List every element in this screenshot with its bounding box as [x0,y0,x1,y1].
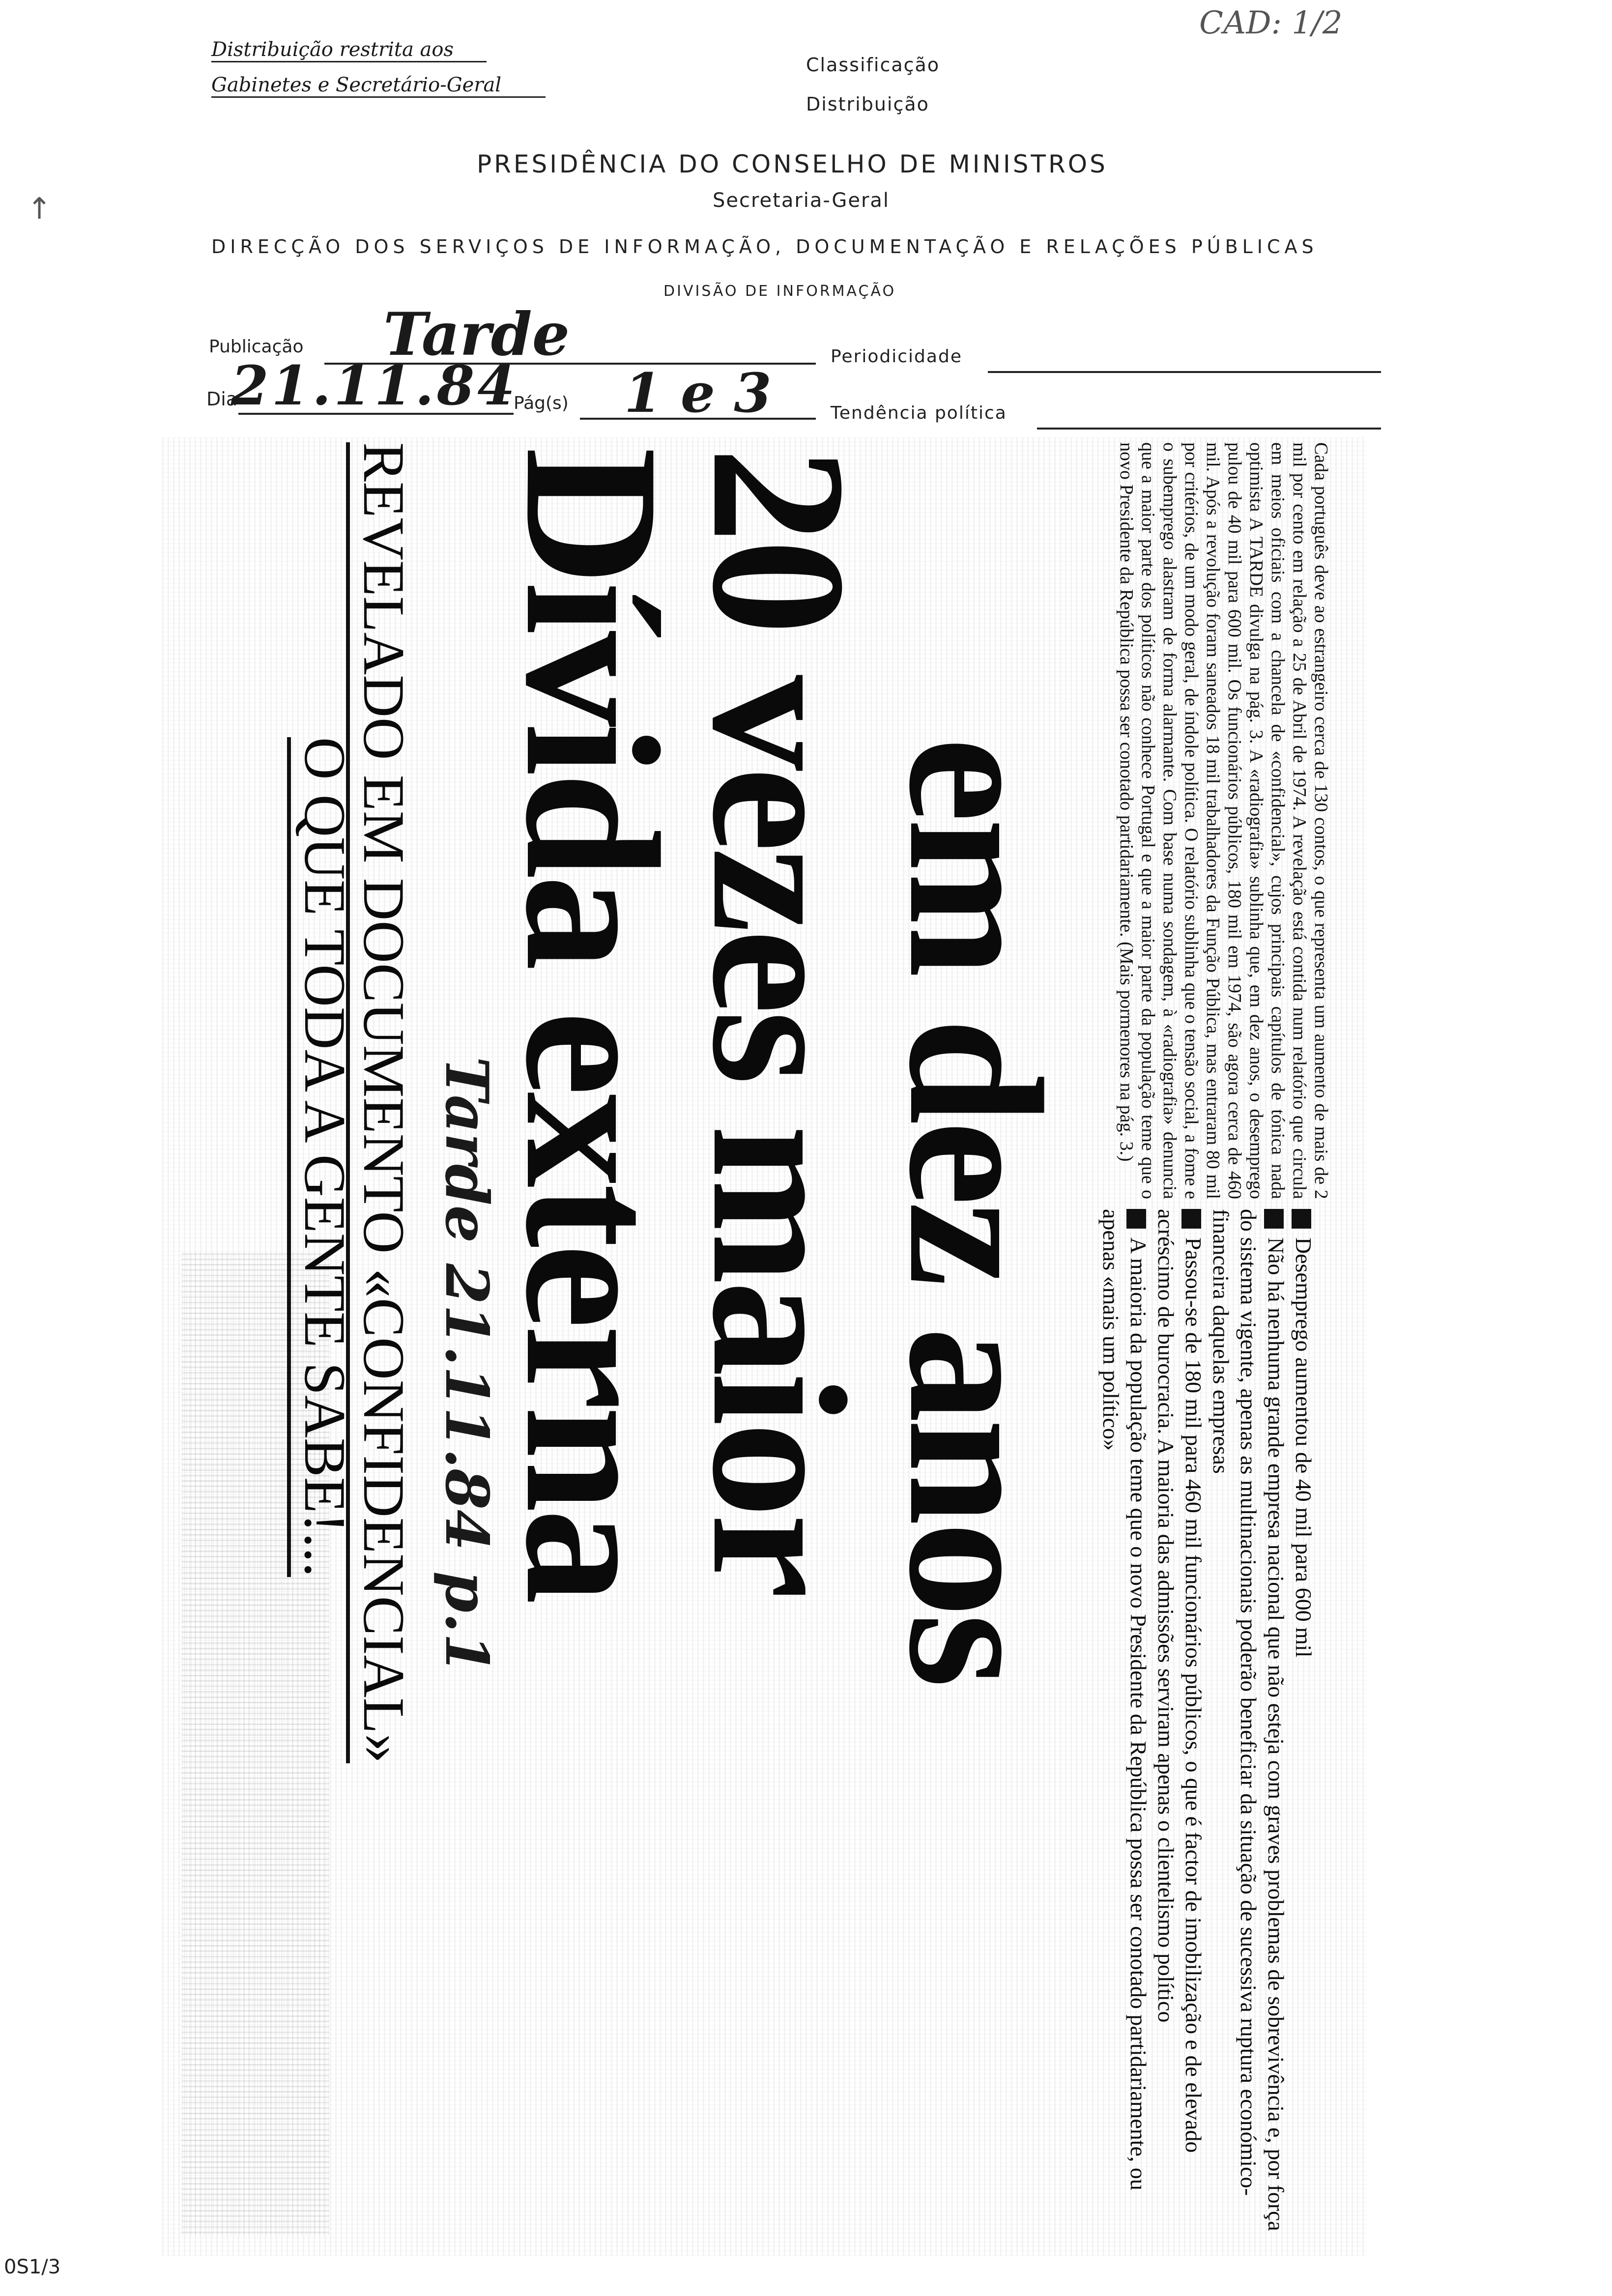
headline-3: em dez anos [869,737,1082,1684]
distribution-label: Distribuição [806,93,929,115]
bottom-left-code: 0S1/3 [4,2256,61,2278]
division-line: DIVISÃO DE INFORMAÇÃO [663,283,896,300]
bullet-list [1098,1209,1317,2231]
periodicity-label: Periodicidade [831,346,962,367]
date-value: 21.11.84 [231,354,518,417]
org-title: PRESIDÊNCIA DO CONSELHO DE MINISTROS [477,150,1108,178]
newspaper-clipping [167,442,1337,2251]
publication-value: Tarde [383,300,570,369]
article-body: Cada português deve ao estrangeiro cerca de 130 contos, o que representa um aumento de mais de 2 mil por cento em relação a 25 de Abril de 1974. A revelação está contida num relatório que circula em meios oficiais com a chancela de «confidencial», cujos principais capítulos de tónica nada optimista A TARDE divulga na pág. 3. A «radiografia» sublinha que, em dez anos, o desemprego pulou de 40 mil para 600 mil. Os funcionários públicos, 180 mil em 1974, são agora cerca de 460 mil. Após a revolução foram saneados 18 mil trabalhadores da Função Pública, mas entraram 80 mil por critérios, de um modo geral, de índole política. O relatório sublinha que o tensão social, a fome e o subemprego alastram de forma alarmante. Com base numa sondagem, à «radiografia» denuncia que a maior parte dos políticos não conhece Portugal e que a maior parte da população teme que o novo Presidente da República possa ser conotado partidariamente. (Mais pormenores na pág. 3.) [1116,442,1331,1199]
org-sub: Secretaria-Geral [713,189,890,212]
bullet-item: Desemprego aumentou de 40 mil para 600 mil [1290,1209,1317,2231]
classification-label: Classificação [806,54,940,76]
bullet-item: Não há nenhuma grande empresa nacional que não esteja com graves problemas de sobrevivência e, por força do sistema vigente, apenas as multinacionais poderão beneficiar da situação de sucessiva ruptura económico-financeira daquelas empresas [1209,1209,1289,2231]
pages-label: Pág(s) [514,393,569,413]
kicker-line-1: O QUE TODA A GENTE SABE!... [287,737,359,1577]
headline-1: Dívida externa [486,447,698,1601]
kicker-line-2: REVELADO EM DOCUMENTO «CONFIDENCIAL» [346,442,418,1763]
direction-line: DIRECÇÃO DOS SERVIÇOS DE INFORMAÇÃO, DOCUMENTAÇÃO E RELAÇÕES PÚBLICAS [211,236,1318,258]
restricted-line-1: Distribuição restrita aos [211,38,487,62]
political-line [1037,428,1381,430]
clipping-print-noise [182,1253,329,2236]
bullet-item: A maioria da população teme que o novo Presidente da República possa ser conotado partidariamente, ou apenas «mais um político» [1098,1209,1151,2191]
handwritten-note: Tarde 21.11.84 p.1 [432,1057,501,1674]
headline-2: 20 vezes maior [673,447,885,1595]
political-label: Tendência política [831,403,1007,423]
restricted-line-2: Gabinetes e Secretário-Geral [211,74,546,98]
pages-value: 1 e 3 [624,361,772,425]
publication-label: Publicação [209,337,304,357]
periodicity-line [988,371,1381,373]
bullet-item: Passou-se de 180 mil para 460 mil funcionários públicos, o que é factor de imobilização e de elevado acréscimo de burocracia. A maioria das admissões serviram apenas o clientelismo político [1153,1209,1206,2153]
top-right-mark: CAD: 1/2 [1199,5,1343,41]
date-label: Dia [206,388,238,410]
left-margin-arrow: ↑ [27,192,52,226]
